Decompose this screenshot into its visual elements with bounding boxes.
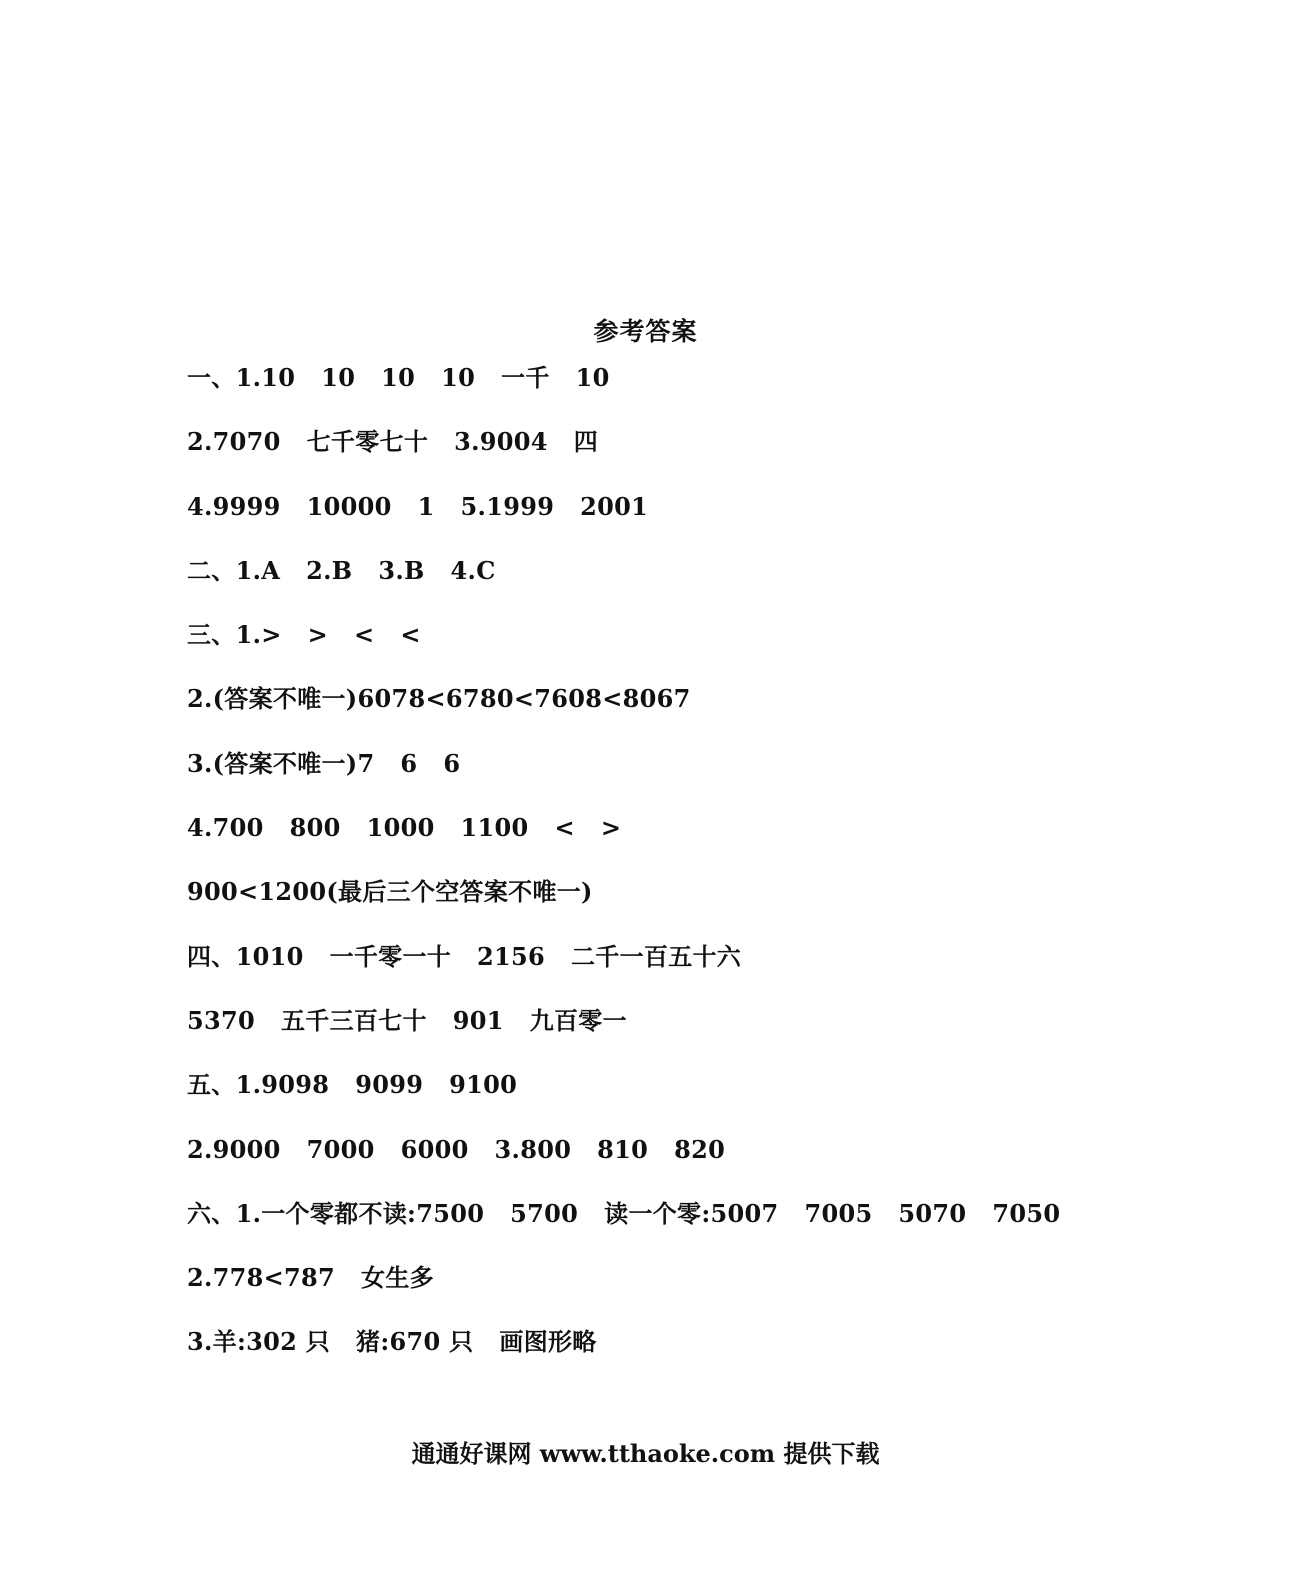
answer-line: 2.778<787 女生多 bbox=[187, 1263, 434, 1293]
answer-line: 四、1010 一千零一十 2156 二千一百五十六 bbox=[187, 941, 742, 971]
answer-line: 五、1.9098 9099 9100 bbox=[187, 1070, 518, 1100]
answer-line: 2.9000 7000 6000 3.800 810 820 bbox=[187, 1134, 726, 1164]
answer-list bbox=[187, 358, 1267, 1387]
answer-line: 4.700 800 1000 1100 < > bbox=[187, 813, 622, 843]
page-footer: 通通好课网 www.tthaoke.com 提供下载 bbox=[411, 1439, 880, 1468]
answer-line: 二、1.A 2.B 3.B 4.C bbox=[187, 555, 496, 585]
answer-line: 三、1.> > < < bbox=[187, 620, 421, 650]
page-title: 参考答案 bbox=[593, 317, 698, 346]
answer-line: 2.7070 七千零七十 3.9004 四 bbox=[187, 427, 599, 457]
answer-line: 900<1200(最后三个空答案不唯一) bbox=[187, 877, 593, 907]
answer-line: 2.(答案不唯一)6078<6780<7608<8067 bbox=[187, 684, 691, 714]
answer-line: 六、1.一个零都不读:7500 5700 读一个零:5007 7005 5070 7050 bbox=[187, 1198, 1061, 1228]
answer-line: 3.(答案不唯一)7 6 6 bbox=[187, 748, 461, 778]
answer-line: 5370 五千三百七十 901 九百零一 bbox=[187, 1005, 627, 1035]
answer-line: 4.9999 10000 1 5.1999 2001 bbox=[187, 491, 649, 521]
answer-line: 3.羊:302 只 猪:670 只 画图形略 bbox=[187, 1327, 597, 1357]
answer-line: 一、1.10 10 10 10 一千 10 bbox=[187, 363, 610, 392]
